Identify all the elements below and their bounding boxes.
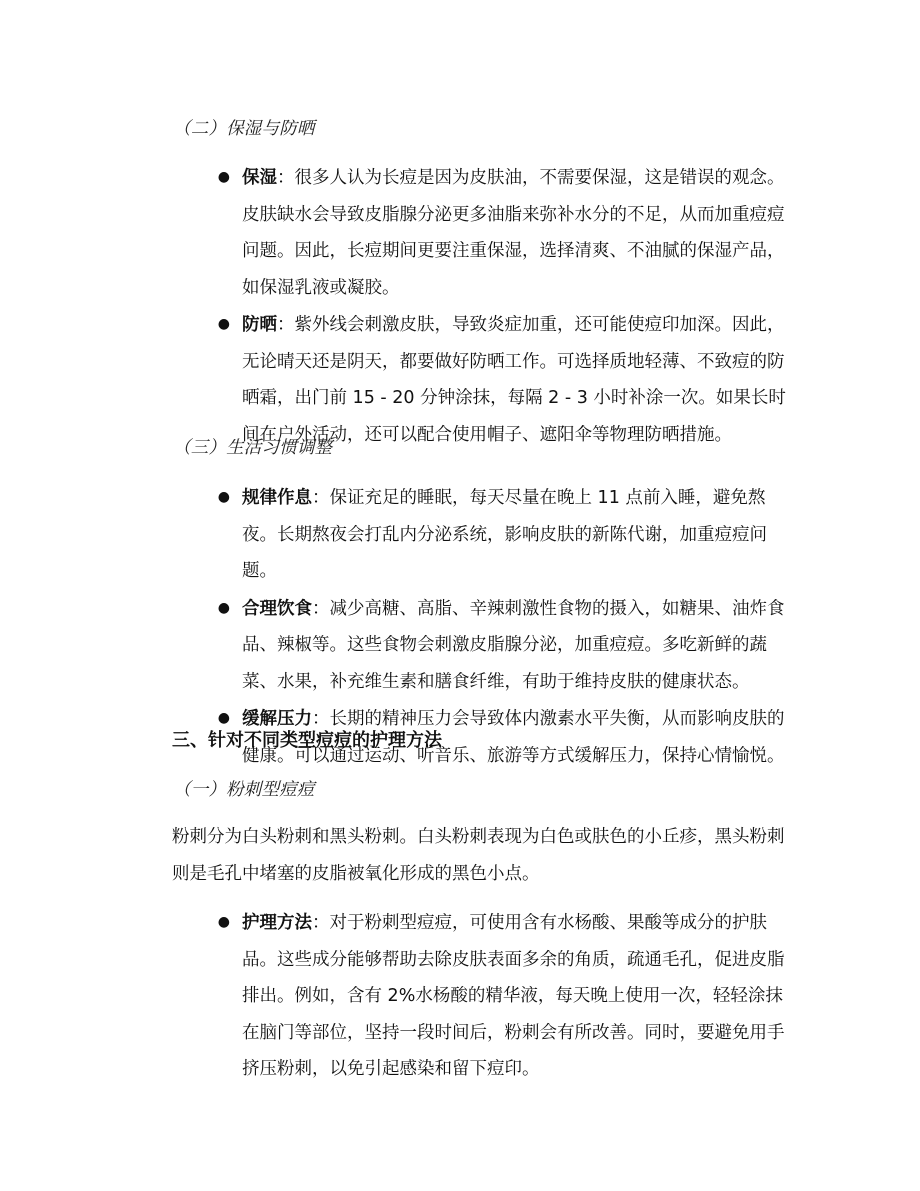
- bullet-list-comedone: [190, 904, 790, 1088]
- list-item-term: 护理方法: [242, 913, 312, 933]
- list-item-text: ：减少高糖、高脂、辛辣刺激性食物的摄入，如糖果、油炸食品、辣椒等。这些食物会刺激皮脂腺分泌，加重痘痘。多吃新鲜的蔬菜、水果，补充维生素和膳食纤维，有助于维持皮肤的健康状态。: [242, 598, 785, 692]
- list-item-text: ：保证充足的睡眠，每天尽量在晚上 11 点前入睡，避免熬夜。长期熬夜会打乱内分泌系统，影响皮肤的新陈代谢，加重痘痘问题。: [242, 488, 767, 581]
- bullet-list-moisturize-sunscreen: [190, 159, 790, 453]
- bullet-icon: ●: [217, 914, 230, 930]
- bullet-icon: ●: [217, 710, 230, 726]
- chapter-heading-acne-types: 三、针对不同类型痘痘的护理方法: [172, 730, 442, 751]
- list-item: [190, 306, 790, 453]
- list-item-text: ：很多人认为长痘是因为皮肤油，不需要保湿，这是错误的观念。皮肤缺水会导致皮脂腺分泌更多油脂来弥补水分的不足，从而加重痘痘问题。因此，长痘期间更要注重保湿，选择清爽、不油腻的保湿产品，如保湿乳液或凝胶。: [242, 168, 785, 298]
- bullet-icon: ●: [217, 489, 230, 505]
- list-item-term: 防晒: [242, 315, 277, 335]
- bullet-icon: ●: [217, 316, 230, 332]
- list-item-term: 合理饮食: [242, 598, 312, 619]
- section-heading-comedone: （一）粉刺型痘痘: [173, 780, 315, 800]
- bullet-icon: ●: [217, 599, 230, 616]
- list-item-term: 规律作息: [242, 488, 312, 508]
- list-item: [190, 904, 790, 1088]
- section-heading-lifestyle: （三）生活习惯调整: [173, 438, 333, 458]
- paragraph-text: 粉刺分为白头粉刺和黑头粉刺。白头粉刺表现为白色或肤色的小丘疹，黑头粉刺则是毛孔中堵塞的皮脂被氧化形成的黑色小点。: [172, 827, 785, 884]
- list-item-term: 保湿: [242, 168, 277, 188]
- list-item-term: 缓解压力: [242, 709, 312, 729]
- section-heading-moisturize-sunscreen: （二）保湿与防晒: [173, 119, 315, 139]
- list-item-text: ：对于粉刺型痘痘，可使用含有水杨酸、果酸等成分的护肤品。这些成分能够帮助去除皮肤表面多余的角质，疏通毛孔，促进皮脂排出。例如，含有 2%水杨酸的精华液，每天晚上使用一次，轻轻涂抹在脑门等部位，坚持一段时间后，粉刺会有所改善。同时，要避免用手挤压粉刺，以免引起感染和留下痘印。: [242, 913, 785, 1079]
- list-item-text: ：长期的精神压力会导致体内激素水平失衡，从而影响皮肤的健康。可以通过运动、听音乐、旅游等方式缓解压力，保持心情愉悦。: [242, 709, 785, 766]
- bullet-icon: ●: [217, 169, 230, 185]
- list-item-text: ：紫外线会刺激皮肤，导致炎症加重，还可能使痘印加深。因此，无论晴天还是阴天，都要做好防晒工作。可选择质地轻薄、不致痘的防晒霜，出门前 15 - 20 分钟涂抹，每隔 2 - 3 小时补涂一次。如果长时间在户外活动，还可以配合使用帽子、遮阳伞等物理防晒措施。: [242, 315, 786, 445]
- list-item: [190, 479, 790, 590]
- paragraph-comedone-intro: [172, 819, 790, 892]
- list-item: [190, 590, 790, 701]
- list-item: [190, 159, 790, 306]
